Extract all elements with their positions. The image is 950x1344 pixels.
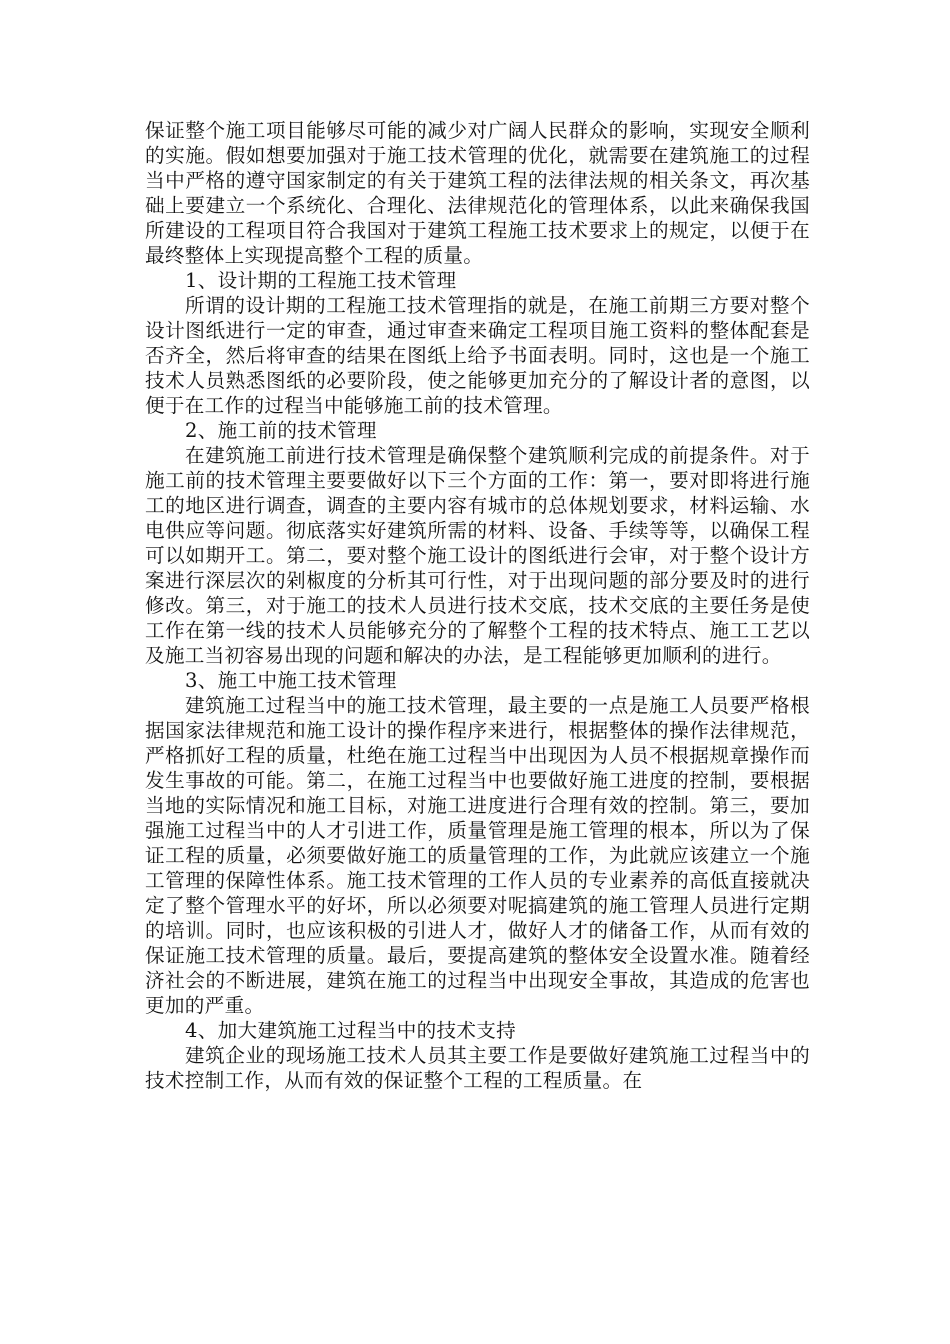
document-body [145, 118, 810, 1093]
section-heading-during-construction: 3、施工中施工技术管理 [185, 669, 397, 692]
section-heading-technical-support: 4、加大建筑施工过程当中的技术支持 [185, 1019, 517, 1042]
section-heading-design-phase: 1、设计期的工程施工技术管理 [185, 269, 457, 292]
body-paragraph: 在建筑施工前进行技术管理是确保整个建筑顺利完成的前提条件。对于施工前的技术管理主要要做好以下三个方面的工作：第一，要对即将进行施工的地区进行调查，调查的主要内容有城市的总体规划要求，材料运输、水电供应等问题。彻底落实好建筑所需的材料、设备、手续等等，以确保工程可以如期开工。第二，要对整个施工设计的图纸进行会审，对于整个设计方案进行深层次的剁椒度的分析其可行性，对于出现问题的部分要及时的进行修改。第三，对于施工的技术人员进行技术交底，技术交底的主要任务是使工作在第一线的技术人员能够充分的了解整个工程的技术特点、施工工艺以及施工当初容易出现的问题和解决的办法，是工程能够更加顺利的进行。 [145, 444, 810, 667]
section-heading-pre-construction: 2、施工前的技术管理 [185, 419, 377, 442]
body-paragraph: 保证整个施工项目能够尽可能的减少对广阔人民群众的影响，实现安全顺利的实施。假如想要加强对于施工技术管理的优化，就需要在建筑施工的过程当中严格的遵守国家制定的有关于建筑工程的法律法规的相关条文，再次基础上要建立一个系统化、合理化、法律规范化的管理体系，以此来确保我国所建设的工程项目符合我国对于建筑工程施工技术要求上的规定，以便于在最终整体上实现提高整个工程的质量。 [145, 119, 810, 267]
body-paragraph: 建筑企业的现场施工技术人员其主要工作是要做好建筑施工过程当中的技术控制工作，从而有效的保证整个工程的工程质量。在 [145, 1044, 810, 1092]
body-paragraph: 所谓的设计期的工程施工技术管理指的就是，在施工前期三方要对整个设计图纸进行一定的审查，通过审查来确定工程项目施工资料的整体配套是否齐全，然后将审查的结果在图纸上给予书面表明。同时，这也是一个施工技术人员熟悉图纸的必要阶段，使之能够更加充分的了解设计者的意图，以便于在工作的过程当中能够施工前的技术管理。 [145, 294, 810, 417]
body-paragraph: 建筑施工过程当中的施工技术管理，最主要的一点是施工人员要严格根据国家法律规范和施工设计的操作程序来进行，根据整体的操作法律规范，严格抓好工程的质量，杜绝在施工过程当中出现因为人员不根据规章操作而发生事故的可能。第二，在施工过程当中也要做好施工进度的控制，要根据当地的实际情况和施工目标，对施工进度进行合理有效的控制。第三，要加强施工过程当中的人才引进工作，质量管理是施工管理的根本，所以为了保证工程的质量，必须要做好施工的质量管理的工作，为此就应该建立一个施工管理的保障性体系。施工技术管理的工作人员的专业素养的高低直接就决定了整个管理水平的好坏，所以必须要对呢搞建筑的施工管理人员进行定期的培训。同时，也应该积极的引进人才，做好人才的储备工作，从而有效的保证施工技术管理的质量。最后，要提高建筑的整体安全设置水准。随着经济社会的不断进展，建筑在施工的过程当中出现安全事故，其造成的危害也更加的严重。 [145, 694, 810, 1017]
